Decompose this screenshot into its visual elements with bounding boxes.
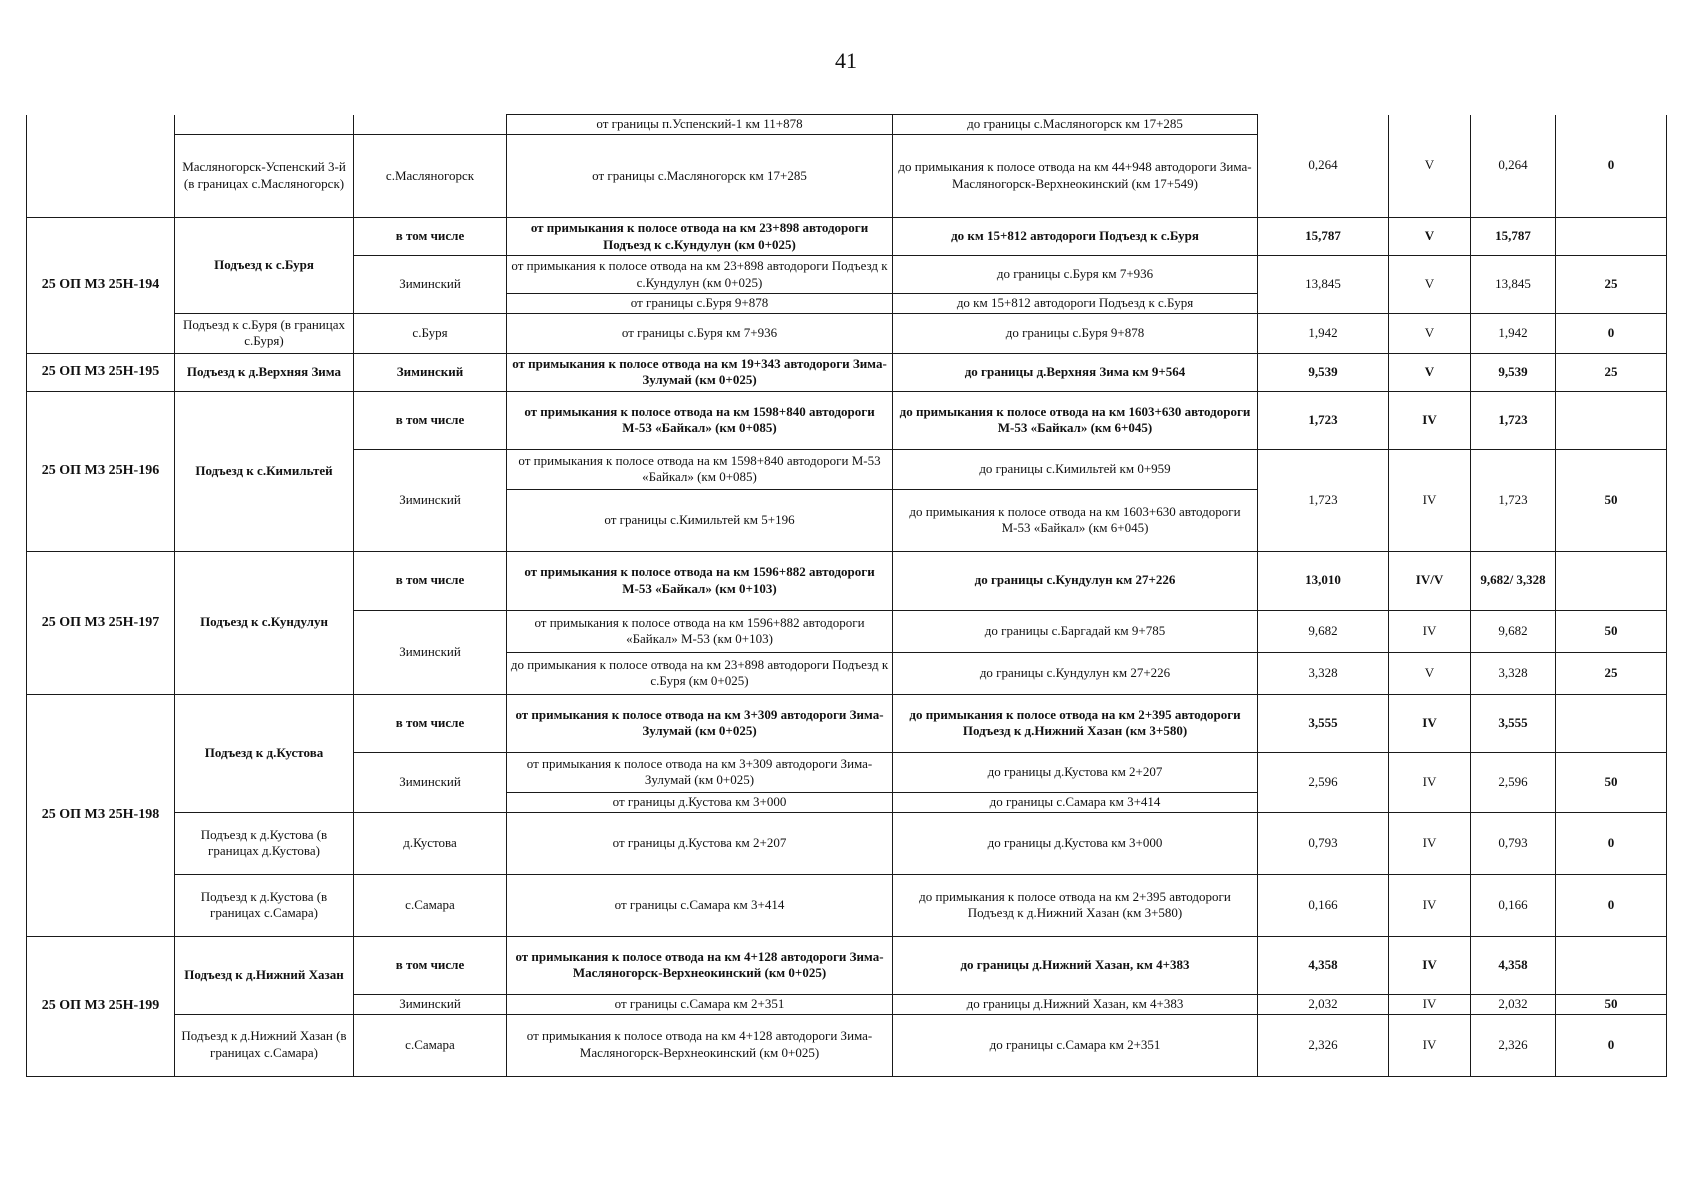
length-cell: 4,358: [1258, 936, 1389, 994]
name-cell: Подъезд к с.Кундулун: [175, 551, 354, 694]
length2-cell: 2,596: [1471, 752, 1556, 812]
district-cell: в том числе: [354, 694, 507, 752]
table-row: [27, 391, 1667, 449]
district-cell: с.Самара: [354, 1014, 507, 1076]
name-cell: Подъезд к д.Кустова (в границах д.Кустова): [175, 812, 354, 874]
category-cell: IV: [1389, 694, 1471, 752]
id-cell: 25 ОП МЗ 25Н-194: [27, 218, 175, 354]
from-cell: от границы п.Успенский-1 км 11+878: [507, 115, 893, 135]
to-cell: до границы с.Буря 9+878: [893, 313, 1258, 353]
length-cell: 0,793: [1258, 812, 1389, 874]
category-cell: IV: [1389, 391, 1471, 449]
table-row: [27, 936, 1667, 994]
width-cell: 0: [1556, 874, 1667, 936]
category-cell: V: [1389, 353, 1471, 391]
id-cell: 25 ОП МЗ 25Н-195: [27, 353, 175, 391]
to-cell: до примыкания к полосе отвода на км 1603+630 автодороги М-53 «Байкал» (км 6+045): [893, 489, 1258, 551]
id-cell: 25 ОП МЗ 25Н-199: [27, 936, 175, 1076]
to-cell: до примыкания к полосе отвода на км 2+395 автодороги Подъезд к д.Нижний Хазан (км 3+580): [893, 694, 1258, 752]
length2-cell: 4,358: [1471, 936, 1556, 994]
length-cell: 13,010: [1258, 551, 1389, 610]
width-cell: 50: [1556, 449, 1667, 551]
length2-cell: 0,793: [1471, 812, 1556, 874]
to-cell: до примыкания к полосе отвода на км 2+395 автодороги Подъезд к д.Нижний Хазан (км 3+580): [893, 874, 1258, 936]
length2-cell: 2,032: [1471, 994, 1556, 1014]
category-cell: IV/V: [1389, 551, 1471, 610]
width-cell: 0: [1556, 812, 1667, 874]
table-row: [27, 218, 1667, 256]
to-cell: до границы с.Кундулун км 27+226: [893, 551, 1258, 610]
from-cell: от примыкания к полосе отвода на км 1598+840 автодороги М-53 «Байкал» (км 0+085): [507, 449, 893, 489]
category-cell: IV: [1389, 610, 1471, 652]
from-cell: от границы с.Самара км 3+414: [507, 874, 893, 936]
width-cell: 0: [1556, 313, 1667, 353]
category-cell: IV: [1389, 449, 1471, 551]
length-cell: 3,555: [1258, 694, 1389, 752]
to-cell: до примыкания к полосе отвода на км 1603+630 автодороги М-53 «Байкал» (км 6+045): [893, 391, 1258, 449]
length-cell: 15,787: [1258, 218, 1389, 256]
page-number: 41: [835, 48, 857, 73]
district-cell: Зиминский: [354, 256, 507, 314]
to-cell: до границы д.Верхняя Зима км 9+564: [893, 353, 1258, 391]
length-cell: 0,166: [1258, 874, 1389, 936]
name-cell: Подъезд к д.Кустова (в границах с.Самара): [175, 874, 354, 936]
length-cell: 3,328: [1258, 652, 1389, 694]
id-cell: 25 ОП МЗ 25Н-197: [27, 551, 175, 694]
from-cell: от примыкания к полосе отвода на км 4+128 автодороги Зима-Масляногорск-Верхнеокинский (км 0+025): [507, 1014, 893, 1076]
district-cell: д.Кустова: [354, 812, 507, 874]
id-cell: 25 ОП МЗ 25Н-198: [27, 694, 175, 936]
from-cell: от примыкания к полосе отвода на км 19+343 автодороги Зима-Зулумай (км 0+025): [507, 353, 893, 391]
to-cell: до км 15+812 автодороги Подъезд к с.Буря: [893, 294, 1258, 314]
length2-cell: 3,328: [1471, 652, 1556, 694]
from-cell: от примыкания к полосе отвода на км 1596+882 автодороги М-53 «Байкал» (км 0+103): [507, 551, 893, 610]
width-cell: 25: [1556, 256, 1667, 314]
from-cell: от границы с.Масляногорск км 17+285: [507, 135, 893, 218]
district-cell: [354, 115, 507, 135]
to-cell: до границы с.Самара км 2+351: [893, 1014, 1258, 1076]
to-cell: до границы д.Кустова км 3+000: [893, 812, 1258, 874]
from-cell: от примыкания к полосе отвода на км 3+309 автодороги Зима-Зулумай (км 0+025): [507, 694, 893, 752]
length-cell: 9,539: [1258, 353, 1389, 391]
from-cell: от границы д.Кустова км 3+000: [507, 792, 893, 812]
to-cell: до границы с.Кундулун км 27+226: [893, 652, 1258, 694]
table-row: [27, 115, 1667, 135]
length2-cell: 3,555: [1471, 694, 1556, 752]
district-cell: Зиминский: [354, 752, 507, 812]
length2-cell: 13,845: [1471, 256, 1556, 314]
from-cell: от примыкания к полосе отвода на км 3+309 автодороги Зима-Зулумай (км 0+025): [507, 752, 893, 792]
from-cell: от примыкания к полосе отвода на км 23+898 автодороги Подъезд к с.Кундулун (км 0+025): [507, 218, 893, 256]
to-cell: до км 15+812 автодороги Подъезд к с.Буря: [893, 218, 1258, 256]
category-cell: V: [1389, 218, 1471, 256]
length-cell: 2,032: [1258, 994, 1389, 1014]
name-cell: Подъезд к д.Верхняя Зима: [175, 353, 354, 391]
to-cell: до границы с.Масляногорск км 17+285: [893, 115, 1258, 135]
category-cell: IV: [1389, 752, 1471, 812]
width-cell: 0: [1556, 1014, 1667, 1076]
from-cell: от примыкания к полосе отвода на км 4+128 автодороги Зима-Масляногорск-Верхнеокинский (км 0+025): [507, 936, 893, 994]
length2-cell: 0,166: [1471, 874, 1556, 936]
to-cell: до границы с.Самара км 3+414: [893, 792, 1258, 812]
district-cell: Зиминский: [354, 610, 507, 694]
width-cell: [1556, 694, 1667, 752]
name-cell: Подъезд к с.Буря (в границах с.Буря): [175, 313, 354, 353]
length-cell: 1,723: [1258, 449, 1389, 551]
to-cell: до границы с.Буря км 7+936: [893, 256, 1258, 294]
length-cell: 1,942: [1258, 313, 1389, 353]
name-cell: Подъезд к д.Нижний Хазан (в границах с.Самара): [175, 1014, 354, 1076]
width-cell: 50: [1556, 994, 1667, 1014]
width-cell: 50: [1556, 610, 1667, 652]
length-cell: 9,682: [1258, 610, 1389, 652]
district-cell: в том числе: [354, 218, 507, 256]
length2-cell: 9,682: [1471, 610, 1556, 652]
table-row: [27, 551, 1667, 610]
district-cell: в том числе: [354, 551, 507, 610]
width-cell: [1556, 936, 1667, 994]
length-cell: 0,264: [1258, 115, 1389, 218]
district-cell: Зиминский: [354, 353, 507, 391]
length2-cell: 9,539: [1471, 353, 1556, 391]
to-cell: до границы д.Кустова км 2+207: [893, 752, 1258, 792]
width-cell: [1556, 218, 1667, 256]
width-cell: [1556, 551, 1667, 610]
length-cell: 13,845: [1258, 256, 1389, 314]
table-row: [27, 313, 1667, 353]
width-cell: 50: [1556, 752, 1667, 812]
length-cell: 1,723: [1258, 391, 1389, 449]
length2-cell: 15,787: [1471, 218, 1556, 256]
district-cell: Зиминский: [354, 994, 507, 1014]
category-cell: V: [1389, 652, 1471, 694]
category-cell: V: [1389, 313, 1471, 353]
from-cell: от границы с.Буря км 7+936: [507, 313, 893, 353]
name-cell: Масляногорск-Успенский 3-й (в границах с.Масляногорск): [175, 135, 354, 218]
width-cell: 25: [1556, 652, 1667, 694]
name-cell: Подъезд к с.Кимильтей: [175, 391, 354, 551]
id-cell: [27, 115, 175, 218]
roads-table: [26, 114, 1667, 1077]
name-cell: Подъезд к д.Нижний Хазан: [175, 936, 354, 1014]
district-cell: в том числе: [354, 391, 507, 449]
table-row: [27, 353, 1667, 391]
width-cell: 0: [1556, 115, 1667, 218]
to-cell: до границы д.Нижний Хазан, км 4+383: [893, 936, 1258, 994]
from-cell: от границы с.Буря 9+878: [507, 294, 893, 314]
name-cell: Подъезд к д.Кустова: [175, 694, 354, 812]
from-cell: от границы д.Кустова км 2+207: [507, 812, 893, 874]
district-cell: с.Буря: [354, 313, 507, 353]
district-cell: с.Самара: [354, 874, 507, 936]
category-cell: IV: [1389, 1014, 1471, 1076]
id-cell: 25 ОП МЗ 25Н-196: [27, 391, 175, 551]
district-cell: с.Масляногорск: [354, 135, 507, 218]
to-cell: до границы с.Кимильтей км 0+959: [893, 449, 1258, 489]
table-row: [27, 694, 1667, 752]
category-cell: IV: [1389, 936, 1471, 994]
length2-cell: 0,264: [1471, 115, 1556, 218]
to-cell: до границы с.Баргадай км 9+785: [893, 610, 1258, 652]
from-cell: от границы с.Самара км 2+351: [507, 994, 893, 1014]
from-cell: от примыкания к полосе отвода на км 1596+882 автодороги «Байкал» М-53 (км 0+103): [507, 610, 893, 652]
length-cell: 2,326: [1258, 1014, 1389, 1076]
category-cell: V: [1389, 115, 1471, 218]
district-cell: Зиминский: [354, 449, 507, 551]
length-cell: 2,596: [1258, 752, 1389, 812]
table-row: [27, 1014, 1667, 1076]
width-cell: [1556, 391, 1667, 449]
category-cell: IV: [1389, 994, 1471, 1014]
from-cell: от примыкания к полосе отвода на км 23+898 автодороги Подъезд к с.Кундулун (км 0+025): [507, 256, 893, 294]
category-cell: IV: [1389, 874, 1471, 936]
from-cell: до примыкания к полосе отвода на км 23+898 автодороги Подъезд к с.Буря (км 0+025): [507, 652, 893, 694]
name-cell: [175, 115, 354, 135]
length2-cell: 1,723: [1471, 391, 1556, 449]
table-row: [27, 812, 1667, 874]
to-cell: до примыкания к полосе отвода на км 44+948 автодороги Зима-Масляногорск-Верхнеокинский (км 17+549): [893, 135, 1258, 218]
from-cell: от примыкания к полосе отвода на км 1598+840 автодороги М-53 «Байкал» (км 0+085): [507, 391, 893, 449]
length2-cell: 1,942: [1471, 313, 1556, 353]
from-cell: от границы с.Кимильтей км 5+196: [507, 489, 893, 551]
name-cell: Подъезд к с.Буря: [175, 218, 354, 314]
category-cell: V: [1389, 256, 1471, 314]
length2-cell: 1,723: [1471, 449, 1556, 551]
length2-cell: 2,326: [1471, 1014, 1556, 1076]
width-cell: 25: [1556, 353, 1667, 391]
length2-cell: 9,682/ 3,328: [1471, 551, 1556, 610]
table-row: [27, 874, 1667, 936]
category-cell: IV: [1389, 812, 1471, 874]
district-cell: в том числе: [354, 936, 507, 994]
to-cell: до границы д.Нижний Хазан, км 4+383: [893, 994, 1258, 1014]
